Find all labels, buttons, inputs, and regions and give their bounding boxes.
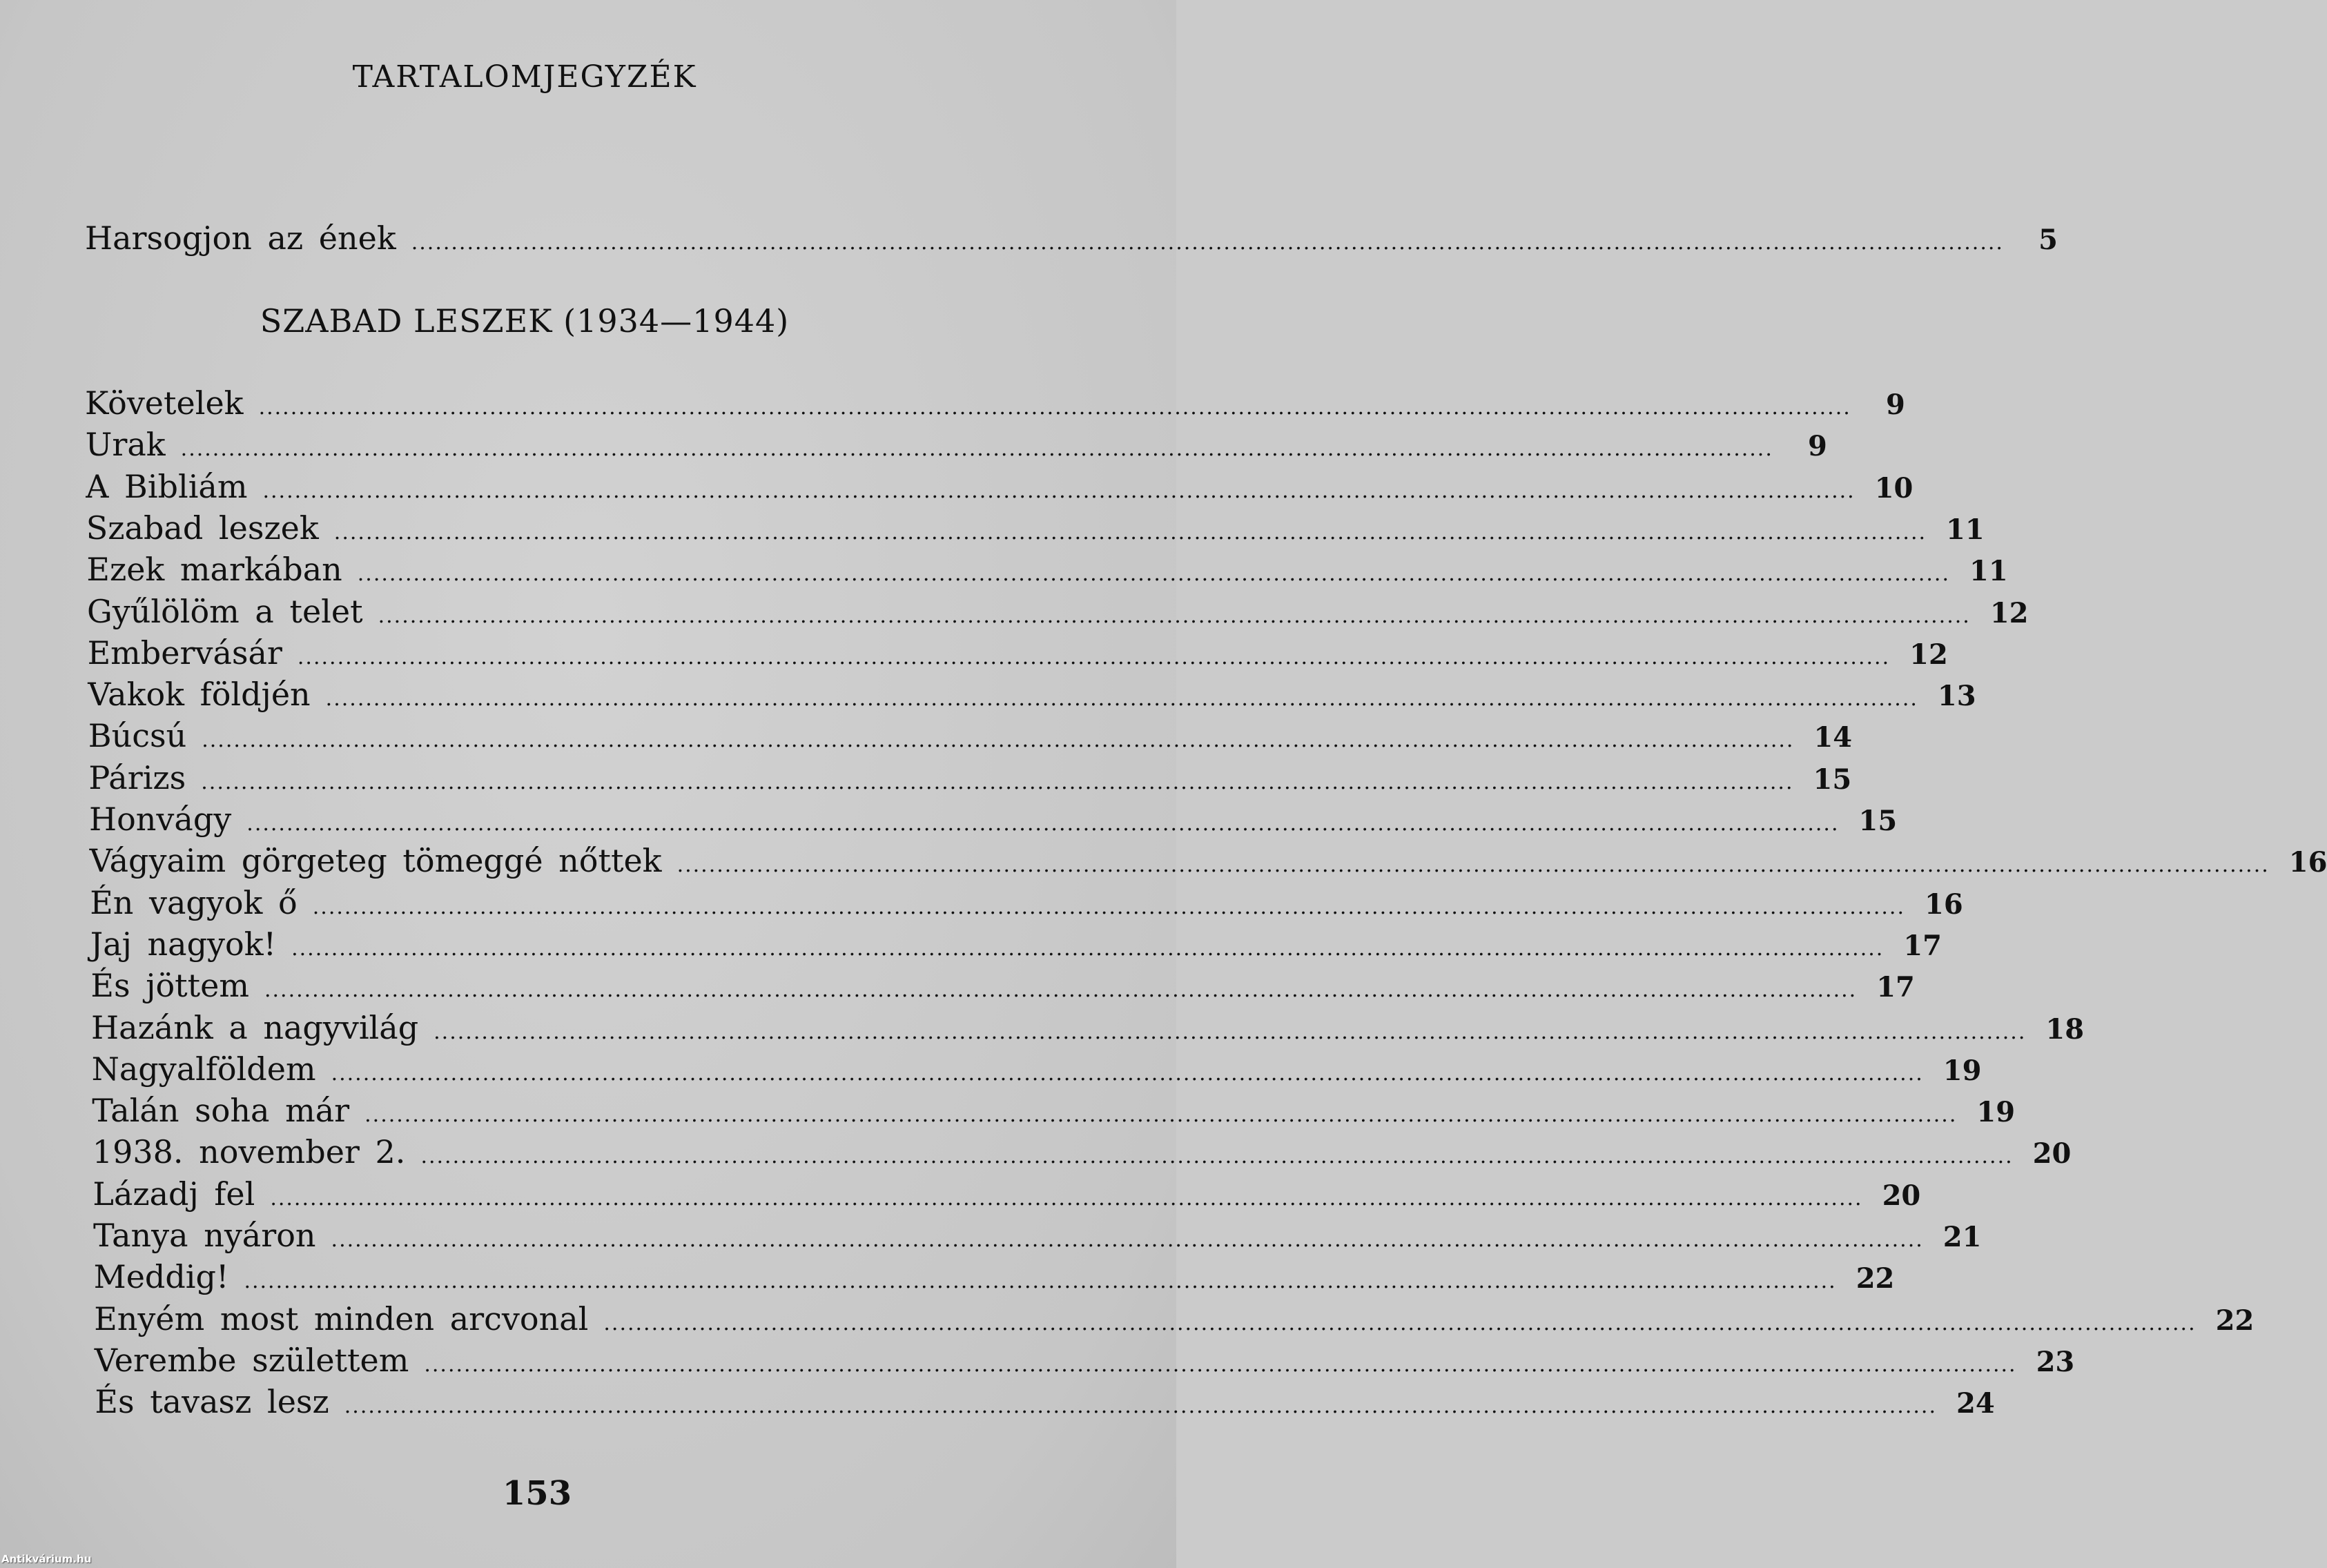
- entry-title: Lázadj fel: [93, 1175, 255, 1213]
- toc-entry: [92, 1133, 2072, 1173]
- entry-page: 9: [1808, 430, 1827, 463]
- dot-leader: ........................................................................................................................................................................................................: [411, 231, 2004, 255]
- entry-page: 23: [2036, 1345, 2075, 1378]
- entry-page: 13: [1937, 680, 1976, 713]
- entry-title: Én vagyok ő: [90, 883, 298, 921]
- dot-leader: ........................................................................................................................................................................................................: [297, 645, 1891, 669]
- entry-page: 21: [1943, 1221, 1982, 1253]
- entry-title: 1938. november 2.: [92, 1133, 406, 1171]
- toc-entry: [86, 551, 2008, 591]
- entry-page: 17: [1876, 971, 1915, 1004]
- entry-title: Búcsú: [88, 717, 187, 755]
- toc-entry: [93, 1175, 1921, 1215]
- entry-title: Honvágy: [89, 801, 232, 838]
- entry-page: 5: [2038, 224, 2058, 256]
- entry-page: 24: [1956, 1387, 1995, 1420]
- entry-title: Nagyalföldem: [91, 1050, 316, 1088]
- toc-entry: [91, 1008, 2085, 1049]
- entry-title: Követelek: [85, 384, 244, 422]
- entry-title: Verembe születtem: [94, 1341, 409, 1379]
- dot-leader: ........................................................................................................................................................................................................: [424, 1352, 2017, 1377]
- toc-entry: [89, 842, 2327, 882]
- entry-page: 9: [1885, 389, 1905, 421]
- toc-entry: [94, 1300, 2255, 1340]
- entry-title: Enyém most minden arcvonal: [94, 1300, 589, 1337]
- page-number: 153: [502, 1474, 572, 1513]
- dot-leader: ........................................................................................................................................................................................................: [378, 603, 1971, 628]
- toc-entry: [86, 467, 1914, 508]
- dot-leader: ........................................................................................................................................................................................................: [434, 1019, 2027, 1044]
- toc-entry: [86, 509, 1985, 549]
- entry-title: Hazánk a nagyvilág: [91, 1008, 419, 1046]
- toc-entry: [95, 1383, 1995, 1423]
- dot-leader: ........................................................................................................................................................................................................: [202, 728, 1795, 753]
- toc-entry: [90, 925, 1942, 966]
- dot-leader: ........................................................................................................................................................................................................: [603, 1311, 2197, 1335]
- entry-page: 16: [2288, 846, 2327, 879]
- entry-title: A Bibliám: [86, 467, 248, 505]
- entry-title: Jaj nagyok!: [90, 925, 277, 963]
- toc-entry: [87, 634, 1948, 674]
- toc-entry: [87, 592, 2029, 633]
- entry-page: 11: [1969, 555, 2008, 588]
- dot-leader: ........................................................................................................................................................................................................: [262, 478, 1856, 503]
- dot-leader: ........................................................................................................................................................................................................: [364, 1103, 1958, 1128]
- toc-entry: [88, 758, 1852, 799]
- entry-title: Urak: [85, 426, 166, 464]
- entry-title: Ezek markában: [86, 551, 342, 589]
- entry-page: 18: [2045, 1012, 2085, 1046]
- entry-title: Gyűlölöm a telet: [87, 592, 363, 630]
- dot-leader: ........................................................................................................................................................................................................: [676, 853, 2270, 878]
- toc-entry: [85, 384, 1905, 424]
- entry-page: 19: [1943, 1054, 1982, 1087]
- toc-entry-intro: [85, 219, 2058, 259]
- section-heading: SZABAD LESZEK (1934—1944): [260, 302, 790, 340]
- toc-entry: [92, 1092, 2016, 1132]
- entry-page: 10: [1874, 471, 1914, 504]
- toc-entry: [94, 1341, 2075, 1382]
- toc-entry: [93, 1217, 1982, 1257]
- watermark: Antikvárium.hu: [1, 1553, 92, 1565]
- entry-title: Harsogjon az ének: [85, 219, 396, 257]
- dot-leader: ........................................................................................................................................................................................................: [264, 978, 1858, 1003]
- dot-leader: ........................................................................................................................................................................................................: [344, 1394, 1937, 1419]
- entry-title: Tanya nyáron: [93, 1217, 316, 1254]
- page-title: TARTALOMJEGYZÉK: [352, 59, 697, 95]
- entry-page: 12: [1989, 596, 2029, 629]
- entry-page: 17: [1903, 929, 1942, 962]
- entry-page: 22: [1856, 1262, 1895, 1295]
- entry-page: 16: [1924, 888, 1963, 921]
- entry-title: És jöttem: [90, 967, 249, 1005]
- entry-page: 15: [1813, 763, 1852, 796]
- dot-leader: ........................................................................................................................................................................................................: [357, 562, 1950, 587]
- entry-title: És tavasz lesz: [95, 1383, 329, 1421]
- toc-entry: [93, 1258, 1895, 1298]
- dot-leader: ........................................................................................................................................................................................................: [333, 520, 1927, 545]
- dot-leader: ........................................................................................................................................................................................................: [201, 770, 1794, 794]
- entry-title: Meddig!: [93, 1258, 229, 1296]
- entry-page: 12: [1909, 638, 1948, 671]
- toc-entry: [91, 1050, 1982, 1090]
- entry-page: 20: [2032, 1137, 2072, 1170]
- toc-entry: [85, 426, 1827, 466]
- dot-leader: ........................................................................................................................................................................................................: [331, 1061, 1924, 1086]
- entry-title: Vágyaim görgeteg tömeggé nőttek: [89, 842, 662, 880]
- dot-leader: ........................................................................................................................................................................................................: [246, 812, 1840, 836]
- dot-leader: ........................................................................................................................................................................................................: [244, 1269, 1837, 1294]
- dot-leader: ........................................................................................................................................................................................................: [180, 437, 1773, 462]
- entry-page: 14: [1813, 721, 1853, 754]
- dot-leader: ........................................................................................................................................................................................................: [325, 687, 1918, 712]
- dot-leader: ........................................................................................................................................................................................................: [258, 395, 1851, 420]
- toc-entry: [88, 717, 1853, 757]
- toc-entry: [90, 883, 1963, 924]
- entry-title: Párizs: [88, 758, 186, 796]
- entry-page: 19: [1976, 1096, 2016, 1129]
- dot-leader: ........................................................................................................................................................................................................: [270, 1186, 1863, 1211]
- dot-leader: ........................................................................................................................................................................................................: [291, 936, 1885, 961]
- toc-entry: [89, 801, 1898, 841]
- dot-leader: ........................................................................................................................................................................................................: [312, 894, 1905, 919]
- entry-page: 11: [1946, 513, 1985, 546]
- entry-title: Talán soha már: [92, 1092, 350, 1130]
- entry-page: 20: [1882, 1179, 1921, 1212]
- entry-page: 22: [2215, 1304, 2255, 1337]
- entry-title: Vakok földjén: [88, 676, 311, 714]
- toc-entry: [90, 967, 1915, 1007]
- dot-leader: ........................................................................................................................................................................................................: [331, 1228, 1924, 1252]
- entry-title: Embervásár: [87, 634, 282, 672]
- entry-page: 15: [1858, 805, 1898, 837]
- entry-title: Szabad leszek: [86, 509, 319, 547]
- dot-leader: ........................................................................................................................................................................................................: [420, 1144, 2014, 1169]
- toc-entry: [88, 676, 1976, 716]
